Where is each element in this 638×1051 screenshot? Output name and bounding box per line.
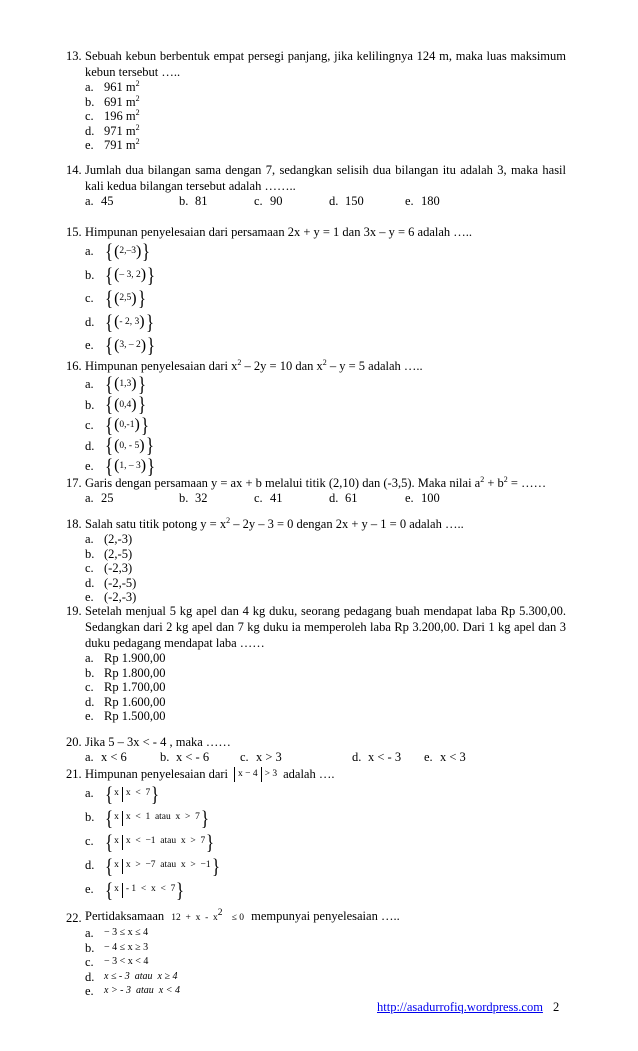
question-number: 14. xyxy=(66,163,82,177)
option-a: a. { ( 1,3 ) } xyxy=(85,371,146,396)
option-d: d. 971 m $^2$ xyxy=(85,122,140,138)
option-b: b. x < - 6 xyxy=(160,750,210,764)
answer-options xyxy=(85,240,566,358)
option-e: e. { ( 3, – 2 ) } xyxy=(85,333,156,358)
option-b: b. 32 xyxy=(179,491,208,505)
question-20 xyxy=(66,734,566,765)
option-b: b. − 4 ≤ x ≥ 3 xyxy=(85,940,149,955)
option-c: c. { ( 2,5 ) } xyxy=(85,286,146,311)
option-c: c. x > 3 xyxy=(240,750,282,764)
option-d: d. 150 xyxy=(329,194,364,208)
option-d: d. { ( - 2, 3 ) } xyxy=(85,309,154,334)
question-text: Salah satu titik potong $y = x^2 - 2y - 3 = 0$ dengan 2x + y – 1 = 0 adalah ….. xyxy=(85,516,464,531)
question-19 xyxy=(66,603,566,724)
option-c: c. 41 xyxy=(254,491,283,505)
answer-options xyxy=(85,194,566,209)
question-text: Garis dengan persamaan y = ax + b melalui titik (2,10) dan (-3,5). Maka nilai $a^2 + b^2$ = …… xyxy=(85,475,547,490)
option-e: e. { x - 1 < x < 7 } xyxy=(85,877,185,902)
question-13 xyxy=(66,48,566,153)
option-c: c. (-2,3) xyxy=(85,561,133,576)
option-e: e. (-2,-3) xyxy=(85,590,137,605)
option-d: d. { ( 0, - 5 ) } xyxy=(85,433,154,458)
option-b: b. 691 m $^2$ xyxy=(85,93,140,109)
question-text: Jumlah dua bilangan sama dengan 7, sedangkan selisih dua bilangan itu adalah 3, maka hasil kali kedua bilangan tersebut adalah …….. xyxy=(85,163,566,193)
option-a: a. (2,-3) xyxy=(85,532,133,546)
question-text: Jika 5 – 3x < - 4 , maka …… xyxy=(85,735,231,749)
option-b: b. (2,-5) xyxy=(85,546,133,561)
option-b: b. { ( – 3, 2 ) } xyxy=(85,262,156,287)
answer-options xyxy=(85,782,566,902)
option-a: a. x < 6 xyxy=(85,750,127,764)
option-b: b. { ( 0,4 ) } xyxy=(85,392,146,417)
question-text: Himpunan penyelesaian dari x − 4 > 3 adalah …. xyxy=(85,767,335,781)
page-footer xyxy=(377,1000,559,1015)
option-c: c. 196 m $^2$ xyxy=(85,108,140,124)
website-link[interactable]: http://asadurrofiq.wordpress.com xyxy=(377,1000,543,1014)
question-number: 18. xyxy=(66,517,82,531)
option-d: d. 61 xyxy=(329,491,358,505)
question-text: Setelah menjual 5 kg apel dan 4 kg duku, seorang pedagang buah mendapat laba Rp 5.300,00. Sedangkan dari 2 kg apel dan 7 kg duku ia memperoleh laba Rp 3.200,00. Dari 1 kg apel dan 3 duku pedagang mendapat laba …… xyxy=(85,604,566,650)
answer-options xyxy=(85,80,566,153)
question-21 xyxy=(66,766,566,902)
answer-options xyxy=(85,491,566,506)
answer-options xyxy=(85,750,566,765)
option-d: d. Rp 1.600,00 xyxy=(85,694,166,709)
question-text: Sebuah kebun berbentuk empat persegi panjang, jika kelilingnya 124 m, maka luas maksimum kebun tersebut ….. xyxy=(85,49,566,79)
answer-options xyxy=(85,532,566,605)
answer-options xyxy=(85,371,566,478)
option-a: a. 961 m $^2$ xyxy=(85,79,140,94)
question-number: 21. xyxy=(66,767,82,781)
question-number: 20. xyxy=(66,735,82,749)
option-b: b. { x x < 1 atau x > 7 } xyxy=(85,805,209,830)
question-text: Himpunan penyelesaian dari persamaan 2x + y = 1 dan 3x – y = 6 adalah ….. xyxy=(85,225,473,239)
option-a: a. { ( 2,–3 ) } xyxy=(85,239,151,264)
option-e: e. 100 xyxy=(405,491,440,505)
option-a: a. − 3 ≤ x ≤ 4 xyxy=(85,926,149,940)
option-a: a. Rp 1.900,00 xyxy=(85,651,166,665)
option-c: c. { x x < −1 atau x > 7 } xyxy=(85,829,215,854)
answer-options xyxy=(85,926,566,999)
question-text: Himpunan penyelesaian dari $x^2 - 2y = 10$ dan $x^2 - y = 5$ adalah ….. xyxy=(85,358,423,373)
option-a: a. { x x < 7 } xyxy=(85,781,160,806)
answer-options xyxy=(85,651,566,724)
option-c: c. − 3 < x < 4 xyxy=(85,955,149,970)
option-e: e. 791 m $^2$ xyxy=(85,137,140,153)
option-a: a. 45 xyxy=(85,194,114,208)
question-18 xyxy=(66,516,566,605)
option-c: c. Rp 1.700,00 xyxy=(85,680,166,695)
option-d: d. (-2,-5) xyxy=(85,575,137,590)
question-number: 16. xyxy=(66,359,82,373)
option-d: d. x ≤ - 3 atau x ≥ 4 xyxy=(85,969,178,984)
option-d: d. x < - 3 xyxy=(352,750,402,764)
question-17 xyxy=(66,475,566,506)
question-text: Pertidaksamaan $12 + x - x^2 \le 0$ mempunyai penyelesaian ….. xyxy=(85,908,400,923)
question-number: 13. xyxy=(66,49,82,63)
option-b: b. Rp 1.800,00 xyxy=(85,665,166,680)
question-14 xyxy=(66,162,566,209)
option-e: e. x < 3 xyxy=(424,750,466,764)
option-d: d. { x x > −7 atau x > −1 } xyxy=(85,853,220,878)
option-c: c. 90 xyxy=(254,194,283,208)
option-e: e. 180 xyxy=(405,194,440,208)
question-number: 15. xyxy=(66,225,82,239)
option-a: a. 25 xyxy=(85,491,114,505)
question-number: 22. xyxy=(66,911,82,925)
question-15 xyxy=(66,224,566,358)
question-22 xyxy=(66,908,566,999)
question-number: 17. xyxy=(66,476,82,490)
page-number: 2 xyxy=(552,1000,560,1014)
question-number: 19. xyxy=(66,604,82,618)
question-16 xyxy=(66,358,566,477)
option-e: e. { ( 1, – 3 ) } xyxy=(85,453,156,478)
option-c: c. { ( 0,-1 ) } xyxy=(85,412,149,437)
option-e: e. x > - 3 atau x < 4 xyxy=(85,984,180,999)
option-e: e. Rp 1.500,00 xyxy=(85,709,166,724)
option-b: b. 81 xyxy=(179,194,208,208)
